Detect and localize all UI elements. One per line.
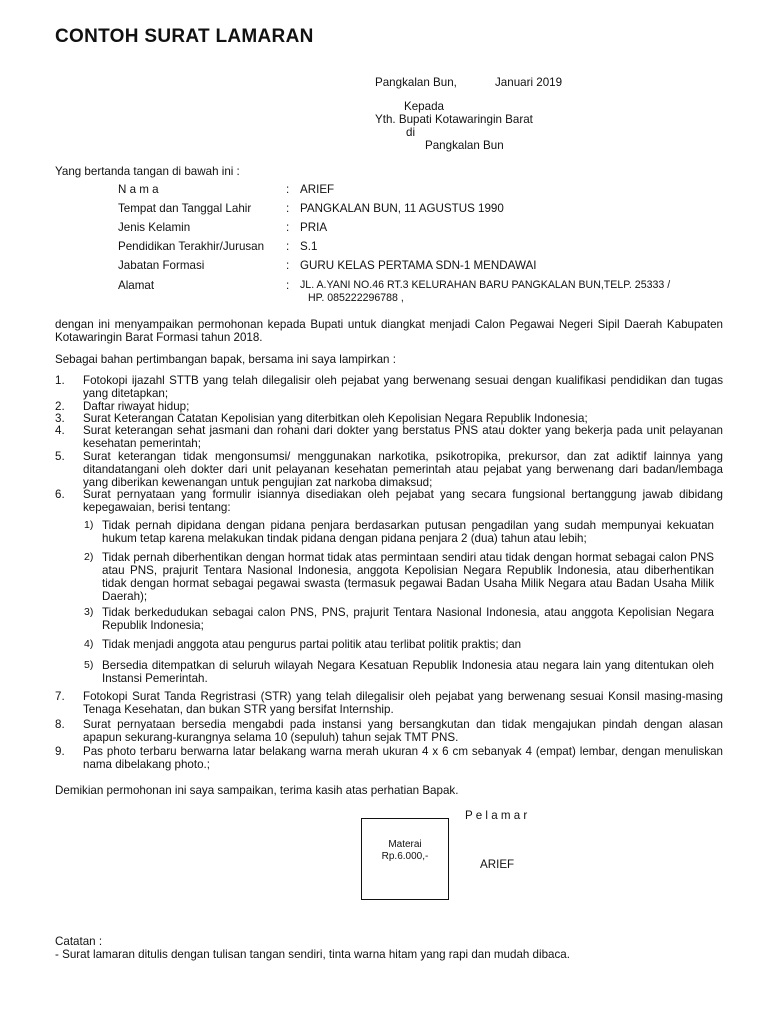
materai-box bbox=[361, 818, 449, 900]
catatan-note: - Surat lamaran ditulis dengan tulisan tangan sendiri, tinta warna hitam yang rapi dan mudah dibaca. bbox=[55, 948, 570, 961]
identity-label: Pendidikan Terakhir/Jurusan bbox=[118, 240, 265, 253]
list-number: 8. bbox=[55, 718, 65, 731]
identity-value: PRIA bbox=[300, 221, 328, 234]
materai-label: Materai bbox=[388, 839, 422, 850]
identity-value-line2: HP. 085222296788 , bbox=[308, 292, 404, 304]
sub-list-text: Tidak pernah dipidana dengan pidana penjara berdasarkan putusan pengadilan yang sudah mempunyai kekuatan hukum tetap karena melakukan tindak pidana dengan pidana penjara 2 (dua) tahun atau lebih; bbox=[102, 519, 714, 545]
catatan-label: Catatan : bbox=[55, 935, 103, 948]
list-text: Pas photo terbaru berwarna latar belakang warna merah ukuran 4 x 6 cm sebanyak 4 (empat) lembar, dengan menuliskan nama dibelakang photo.; bbox=[83, 745, 723, 771]
list-text: Fotokopi ijazahl STTB yang telah dilegalisir oleh pejabat yang berwenang sesuai dengan kualifikasi pendidikan dan tugas yang ditetapkan; bbox=[83, 374, 723, 400]
list-number: 1. bbox=[55, 374, 65, 387]
identity-label: Jenis Kelamin bbox=[118, 221, 191, 234]
sub-list-text: Tidak menjadi anggota atau pengurus partai politik atau terlibat politik praktis; dan bbox=[102, 638, 522, 651]
identity-value: JL. A.YANI NO.46 RT.3 KELURAHAN BARU PANGKALAN BUN,TELP. 25333 / bbox=[300, 279, 671, 291]
list-text: Surat pernyataan bersedia mengabdi pada instansi yang bersangkutan dan tidak mengajukan pindah dengan alasan apapun sekurang-kurangnya selama 10 (sepuluh) tahun sejak TMT PNS. bbox=[83, 718, 723, 744]
sub-list-number: 1) bbox=[84, 519, 94, 531]
pelamar-label: P e l a m a r bbox=[465, 809, 528, 822]
list-number: 7. bbox=[55, 690, 65, 703]
sub-list-number: 5) bbox=[84, 659, 94, 671]
signer-name: ARIEF bbox=[480, 858, 515, 871]
list-text: Surat keterangan sehat jasmani dan rohani dari dokter yang berstatus PNS atau dokter yang bekerja pada unit pelayanan kesehatan pemerintah; bbox=[83, 424, 723, 450]
list-text: Surat keterangan tidak mengonsumsi/ menggunakan narkotika, psikotropika, prekursor, dan zat adiktif lainnya yang ditandatangani oleh dokter dari unit pelayanan kesehatan pemerintah atau pejabat yang berwenang dari badan/lembaga yang diberikan kewenangan untuk pengujian zat narkoba dimaksud; bbox=[83, 450, 723, 489]
identity-colon: : bbox=[286, 221, 290, 234]
attach-intro: Sebagai bahan pertimbangan bapak, bersama ini saya lampirkan : bbox=[55, 353, 396, 366]
date: Januari 2019 bbox=[495, 76, 563, 89]
identity-value: PANGKALAN BUN, 11 AGUSTUS 1990 bbox=[300, 202, 504, 215]
identity-colon: : bbox=[286, 240, 290, 253]
identity-value: ARIEF bbox=[300, 183, 335, 196]
materai-value: Rp.6.000,- bbox=[381, 851, 429, 862]
closing-text: Demikian permohonan ini saya sampaikan, terima kasih atas perhatian Bapak. bbox=[55, 784, 459, 797]
identity-value: S.1 bbox=[300, 240, 318, 253]
recipient-kepada: Kepada bbox=[404, 100, 444, 113]
identity-value: GURU KELAS PERTAMA SDN-1 MENDAWAI bbox=[300, 259, 537, 272]
identity-label: Tempat dan Tanggal Lahir bbox=[118, 202, 252, 215]
list-number: 9. bbox=[55, 745, 65, 758]
identity-colon: : bbox=[286, 183, 290, 196]
list-number: 2. bbox=[55, 400, 65, 413]
page-title: CONTOH SURAT LAMARAN bbox=[55, 26, 314, 47]
list-number: 4. bbox=[55, 424, 65, 437]
sub-list-number: 3) bbox=[84, 606, 94, 618]
intro-text: Yang bertanda tangan di bawah ini : bbox=[55, 165, 240, 178]
identity-colon: : bbox=[286, 259, 290, 272]
identity-colon: : bbox=[286, 202, 290, 215]
list-text: Daftar riwayat hidup; bbox=[83, 400, 190, 413]
list-text: Surat Keterangan Catatan Kepolisian yang diterbitkan oleh Kepolisian Negara Republik Indonesia; bbox=[83, 412, 588, 425]
list-text: Fotokopi Surat Tanda Regristrasi (STR) yang telah dilegalisir oleh pejabat yang berwenang sesuai Konsil masing-masing Tenaga Kesehatan, dan bukan STR yang bersifat Internship. bbox=[83, 690, 723, 716]
list-number: 6. bbox=[55, 488, 65, 501]
sub-list-text: Tidak berkedudukan sebagai calon PNS, PNS, prajurit Tentara Nasional Indonesia, atau anggota Kepolisian Negara Republik Indonesia; bbox=[102, 606, 714, 632]
identity-label: Alamat bbox=[118, 279, 155, 292]
recipient-yth: Yth. Bupati Kotawaringin Barat bbox=[375, 113, 533, 126]
list-number: 5. bbox=[55, 450, 65, 463]
sub-list-text: Tidak pernah diberhentikan dengan hormat tidak atas permintaan sendiri atau tidak dengan hormat sebagai calon PNS atau PNS, prajurit Tentara Nasional Indonesia, anggota Kepolisian Negara Republik Indonesia, atau diberhentikan tidak dengan hormat sebagai pegawai swasta (termasuk pegawai Badan Usaha Milik Negara atau Badan Usaha Milik Daerah); bbox=[102, 551, 714, 603]
recipient-city: Pangkalan Bun bbox=[425, 139, 504, 152]
identity-label: Jabatan Formasi bbox=[118, 259, 205, 272]
sub-list-number: 4) bbox=[84, 638, 94, 650]
list-number: 3. bbox=[55, 412, 65, 425]
identity-label: N a m a bbox=[118, 183, 159, 196]
purpose-paragraph: dengan ini menyampaikan permohonan kepada Bupati untuk diangkat menjadi Calon Pegawai Negeri Sipil Daerah Kabupaten Kotawaringin Barat Formasi tahun 2018. bbox=[55, 318, 723, 344]
sub-list-number: 2) bbox=[84, 551, 94, 563]
identity-colon: : bbox=[286, 279, 290, 292]
list-text: Surat pernyataan yang formulir isiannya disediakan oleh pejabat yang secara fungsional bertanggung jawab dibidang kepegawaian, berisi tentang: bbox=[83, 488, 723, 514]
recipient-di: di bbox=[406, 126, 416, 139]
sub-list-text: Bersedia ditempatkan di seluruh wilayah Negara Kesatuan Republik Indonesia atau negara lain yang ditentukan oleh Instansi Pemerintah. bbox=[102, 659, 714, 685]
place: Pangkalan Bun, bbox=[375, 76, 457, 89]
